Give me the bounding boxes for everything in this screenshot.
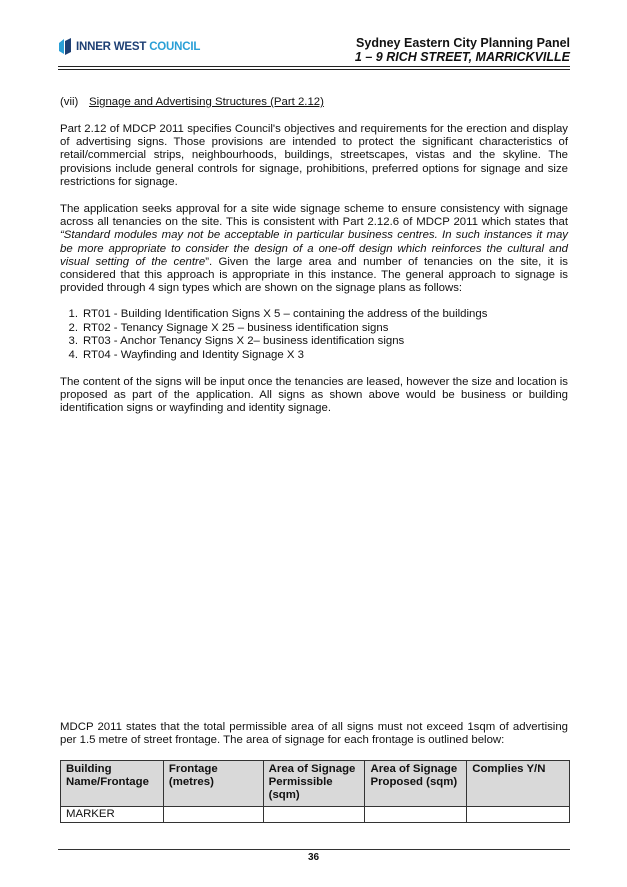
- table-row: [61, 806, 570, 822]
- list-item: 2. RT02 - Tenancy Signage X 25 – business identification signs: [68, 321, 389, 334]
- header-title-line2: 1 – 9 RICH STREET, MARRICKVILLE: [354, 50, 570, 64]
- sign-types-list: [60, 308, 568, 363]
- council-logo-icon: [58, 38, 72, 55]
- page-number: 36: [307, 852, 320, 863]
- paragraph-permissible: MDCP 2011 states that the total permissible area of all signs must not exceed 1sqm of advertising per 1.5 metre of street frontage. The area of signage for each frontage is outlined below:: [60, 721, 568, 747]
- section-number: (vii): [60, 96, 79, 108]
- table-header-cell: Area of Signage Permissible (sqm): [263, 761, 365, 807]
- signage-table: [60, 760, 570, 823]
- list-item: 3. RT03 - Anchor Tenancy Signs X 2– business identification signs: [68, 335, 405, 348]
- table-cell: [467, 806, 570, 822]
- table-header-row: [61, 761, 570, 807]
- header-title-line1: Sydney Eastern City Planning Panel: [356, 36, 570, 50]
- list-item: 1. RT01 - Building Identification Signs X 5 – containing the address of the buildings: [68, 308, 488, 320]
- paragraph-content: The content of the signs will be input once the tenancies are leased, however the size and location is proposed as part of the application. All signs as shown above would be business or building identification signs or wayfinding and identity signage.: [60, 376, 568, 415]
- header-title: [355, 36, 570, 64]
- table-cell: [163, 806, 263, 822]
- table-cell: [263, 806, 365, 822]
- paragraph-approval: The application seeks approval for a site wide signage scheme to ensure consistency with signage across all tenancies on the site. This is consistent with Part 2.12.6 of MDCP 2011 which states that “Standard modules may not be acceptable in particular business centres. In such instances it may be more appropriate to consider the design of a one-off design which reinforces the cultural and visual setting of the centre”. Given the large area and number of tenancies on the site, it is considered that this approach is appropriate in this instance. The general approach to signage is provided through 4 sign types which are shown on the signage plans as follows:: [60, 203, 568, 295]
- council-logo: [58, 38, 200, 55]
- section-title: Signage and Advertising Structures (Part 2.12): [89, 96, 324, 108]
- list-item: 4. RT04 - Wayfinding and Identity Signage X 3: [68, 349, 304, 362]
- table-header-cell: Building Name/Frontage: [61, 761, 164, 807]
- page-header: [58, 36, 570, 68]
- paragraph-overview: Part 2.12 of MDCP 2011 specifies Council's objectives and requirements for the erection and display of advertising signs. Those provisions are intended to protect the significant characteristics of retail/commercial strips, neighbourhoods, buildings, streetscapes, vistas and the skyline. The provisions include general controls for signage, prohibitions, preferred options for signage and size restrictions for signage.: [60, 123, 568, 188]
- footer-divider: [58, 849, 570, 850]
- table-header-cell: Frontage (metres): [163, 761, 263, 807]
- council-logo-text: INNER WEST COUNCIL: [76, 40, 201, 53]
- table-header-cell: Complies Y/N: [467, 761, 570, 807]
- header-divider: [58, 66, 570, 67]
- table-cell: [365, 806, 467, 822]
- table-cell: MARKER: [61, 806, 164, 822]
- table-header-cell: Area of Signage Proposed (sqm): [365, 761, 467, 807]
- section-heading: [60, 96, 568, 109]
- header-divider-thin: [58, 69, 570, 70]
- mdcp-quote: “Standard modules may not be acceptable in particular business centres. In such instances it may be more appropriate to consider the design of a one-off design which reinforces the cultural and visual setting of the centre: [60, 229, 568, 268]
